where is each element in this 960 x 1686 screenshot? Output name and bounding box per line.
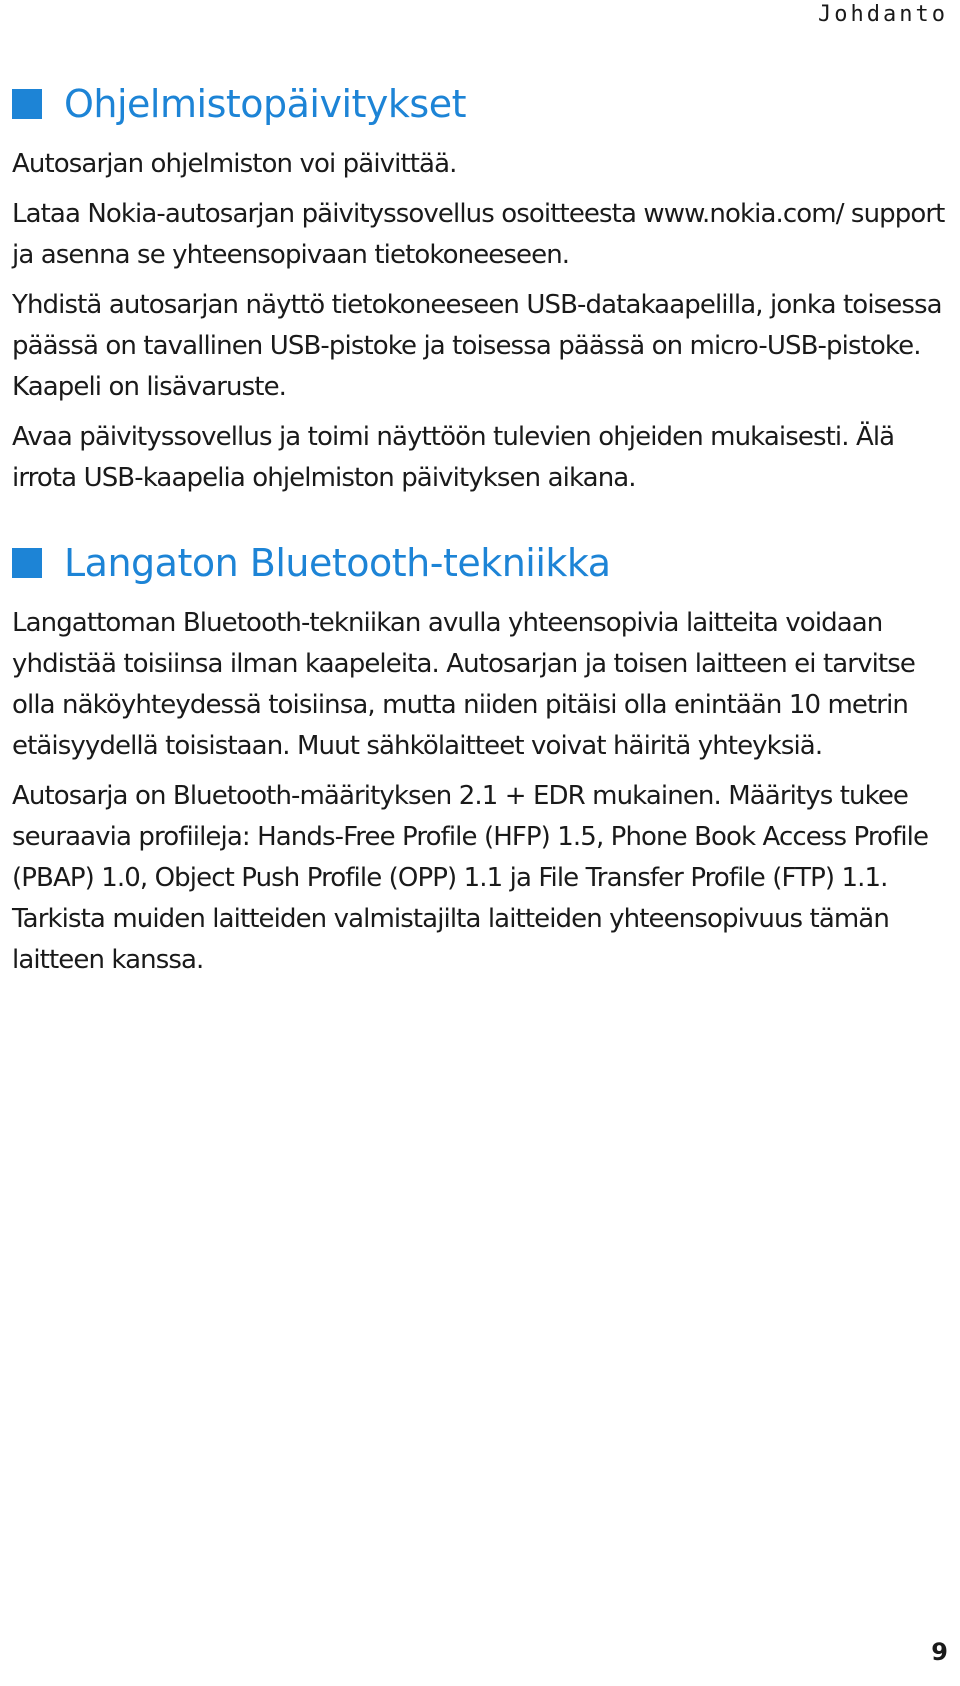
running-header: Johdanto [818, 2, 948, 27]
page-number: 9 [931, 1638, 948, 1666]
section-heading [12, 78, 947, 130]
paragraph: Lataa Nokia-autosarjan päivityssovellus osoitteesta www.nokia.com/ support ja asenna se yhteensopivaan tietokoneeseen. [12, 199, 945, 270]
paragraph: Autosarja on Bluetooth-määrityksen 2.1 + EDR mukainen. Määritys tukee seuraavia profiileja: Hands-Free Profile (HFP) 1.5, Phone Book Access Profile (PBAP) 1.0, Object Push Profile (OPP) 1.1 ja File Transfer Profile (FTP) 1.1. Tarkista muiden laitteiden valmistajilta laitteiden yhteensopivuus tämän laitteen kanssa. [12, 781, 929, 975]
section-bluetooth [12, 537, 947, 981]
paragraph: Avaa päivityssovellus ja toimi näyttöön tulevien ohjeiden mukaisesti. Älä irrota USB-kaapelia ohjelmiston päivityksen aikana. [12, 422, 895, 493]
paragraph: Yhdistä autosarjan näyttö tietokoneeseen USB-datakaapelilla, jonka toisessa päässä on tavallinen USB-pistoke ja toisessa päässä on micro-USB-pistoke. Kaapeli on lisävaruste. [12, 290, 942, 402]
square-bullet-icon [12, 548, 42, 578]
square-bullet-icon [12, 89, 42, 119]
section-heading [12, 537, 947, 589]
section-software-updates [12, 78, 947, 499]
paragraph: Autosarjan ohjelmiston voi päivittää. [12, 149, 457, 179]
page-content [12, 78, 947, 990]
section-title: Ohjelmistopäivitykset [64, 82, 466, 126]
paragraph: Langattoman Bluetooth-tekniikan avulla yhteensopivia laitteita voidaan yhdistää toisiinsa ilman kaapeleita. Autosarjan ja toisen laitteen ei tarvitse olla näköyhteydessä toisiinsa, mutta niiden pitäisi olla enintään 10 metrin etäisyydellä toisistaan. Muut sähkölaitteet voivat häiritä yhteyksiä. [12, 608, 915, 761]
section-title: Langaton Bluetooth-tekniikka [64, 541, 611, 585]
